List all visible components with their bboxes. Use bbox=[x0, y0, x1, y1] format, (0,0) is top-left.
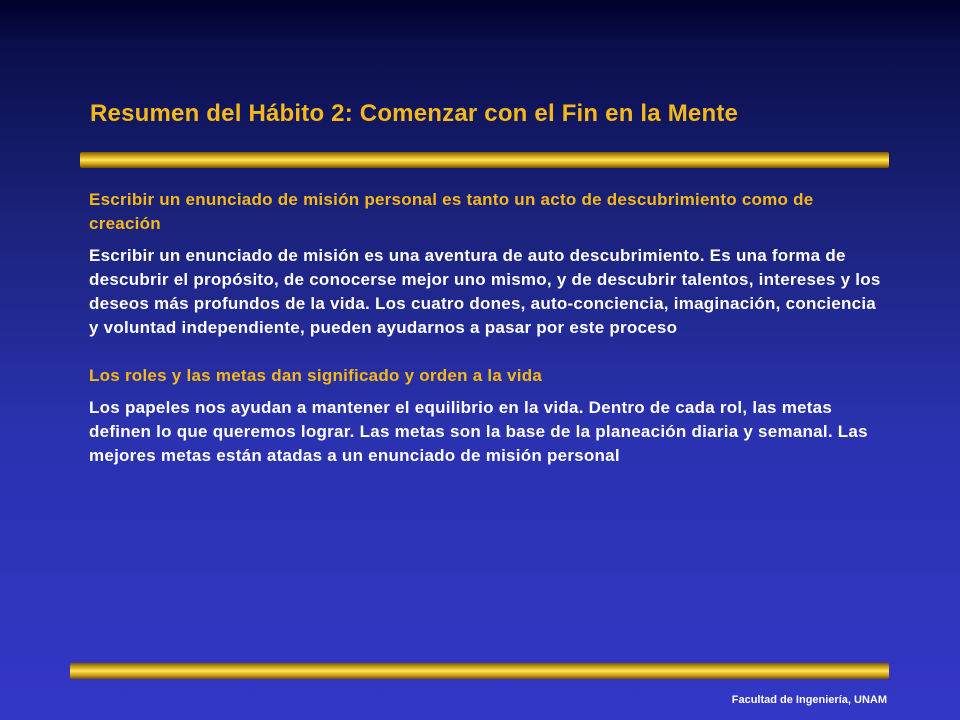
bottom-divider-bar bbox=[70, 663, 889, 679]
footer-institution: Facultad de Ingeniería, UNAM bbox=[731, 694, 887, 706]
slide-content bbox=[89, 188, 889, 468]
section-spacer bbox=[89, 340, 889, 364]
section-heading-mission: Escribir un enunciado de misión personal es tanto un acto de descubrimiento como de creación bbox=[89, 190, 814, 233]
section-body-mission: Escribir un enunciado de misión es una aventura de auto descubrimiento. Es una forma de descubrir el propósito, de conocerse mejor uno mismo, y de descubrir talentos, intereses y los deseos más profundos de la vida. Los cuatro dones, auto-conciencia, imaginación, conciencia y voluntad independiente, pueden ayudarnos a pasar por este proceso bbox=[89, 246, 881, 337]
slide-title: Resumen del Hábito 2: Comenzar con el Fin en la Mente bbox=[90, 100, 739, 127]
section-body-roles: Los papeles nos ayudan a mantener el equilibrio en la vida. Dentro de cada rol, las metas definen lo que queremos lograr. Las metas son la base de la planeación diaria y semanal. Las mejores metas están atadas a un enunciado de misión personal bbox=[89, 398, 868, 465]
top-divider-bar bbox=[80, 152, 889, 168]
section-heading-roles: Los roles y las metas dan significado y orden a la vida bbox=[89, 366, 543, 385]
